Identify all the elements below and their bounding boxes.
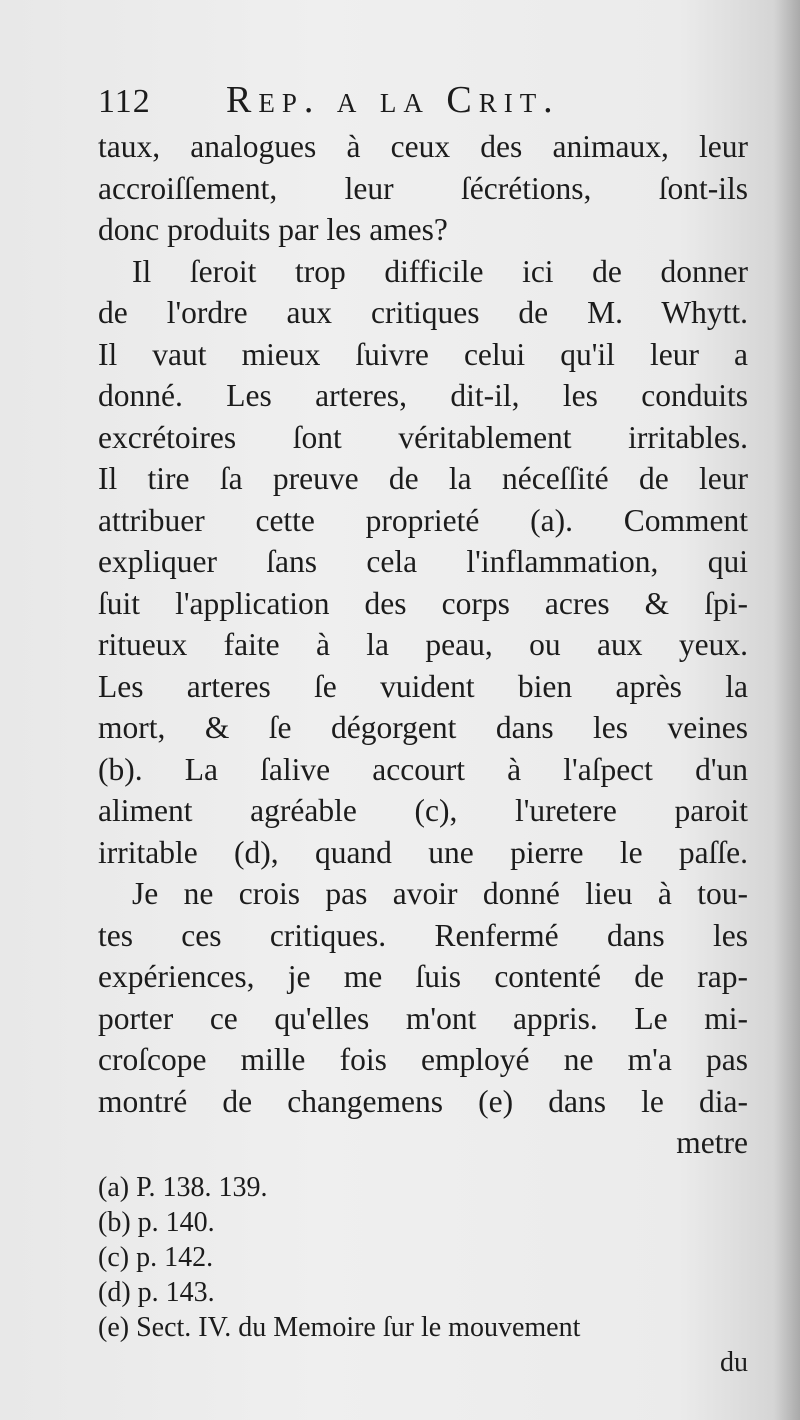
text-block: [98, 78, 748, 1380]
text-line: tes ces critiques. Renfermé dans les: [98, 917, 748, 953]
text-line: Il vaut mieux ſuivre celui qu'il leur a: [98, 336, 748, 372]
text-line: porter ce qu'elles m'ont appris. Le mi-: [98, 1000, 748, 1036]
text-line: expériences, je me ſuis contenté de rap-: [98, 959, 748, 994]
footnote: (c) p. 142.: [98, 1241, 214, 1273]
page-number: 112: [98, 83, 151, 120]
text-line: aliment agréable (c), l'uretere paroit: [98, 793, 748, 828]
page-edge-shadow: [774, 0, 800, 1420]
text-line: expliquer ſans cela l'inflammation, qui: [98, 544, 748, 579]
text-line: donné. Les arteres, dit-il, les conduits: [98, 378, 748, 413]
footnote: (a) P. 138. 139.: [98, 1171, 268, 1203]
text-line: ſuit l'application des corps acres & ſpi-: [98, 585, 748, 621]
text-line: (b). La ſalive accourt à l'aſpect d'un: [98, 751, 748, 787]
running-head: [98, 78, 748, 126]
text-line: croſcope mille fois employé ne m'a pas: [98, 1042, 748, 1077]
text-line: attribuer cette proprieté (a). Comment: [98, 502, 748, 538]
text-line: ritueux faite à la peau, ou aux yeux.: [98, 627, 748, 662]
text-line: donc produits par les ames?: [98, 212, 448, 247]
text-line: excrétoires ſont véritablement irritables.: [98, 419, 748, 455]
text-line: de l'ordre aux critiques de M. Whytt.: [98, 295, 748, 330]
footnote-catchword: du: [720, 1346, 748, 1378]
text-line: taux, analogues à ceux des animaux, leur: [98, 129, 748, 164]
footnote: (d) p. 143.: [98, 1276, 215, 1308]
text-line: montré de changemens (e) dans le dia-: [98, 1083, 748, 1119]
text-line: mort, & ſe dégorgent dans les veines: [98, 710, 748, 745]
running-title: Rep. a la Crit.: [226, 79, 560, 121]
footnotes: [98, 1170, 748, 1380]
footnote: (e) Sect. IV. du Memoire ſur le mouvement: [98, 1311, 581, 1343]
text-line: accroiſſement, leur ſécrétions, ſont-ils: [98, 170, 748, 206]
text-line: Il tire ſa preuve de la néceſſité de leur: [98, 461, 748, 496]
body-text: [98, 126, 748, 1164]
text-line: irritable (d), quand une pierre le paſſe.: [98, 834, 748, 870]
text-line: Je ne crois pas avoir donné lieu à tou-: [132, 876, 748, 911]
footnote: (b) p. 140.: [98, 1206, 215, 1238]
text-line: Il ſeroit trop difficile ici de donner: [132, 253, 748, 289]
text-line: Les arteres ſe vuident bien après la: [98, 668, 748, 704]
catchword: metre: [676, 1125, 748, 1160]
